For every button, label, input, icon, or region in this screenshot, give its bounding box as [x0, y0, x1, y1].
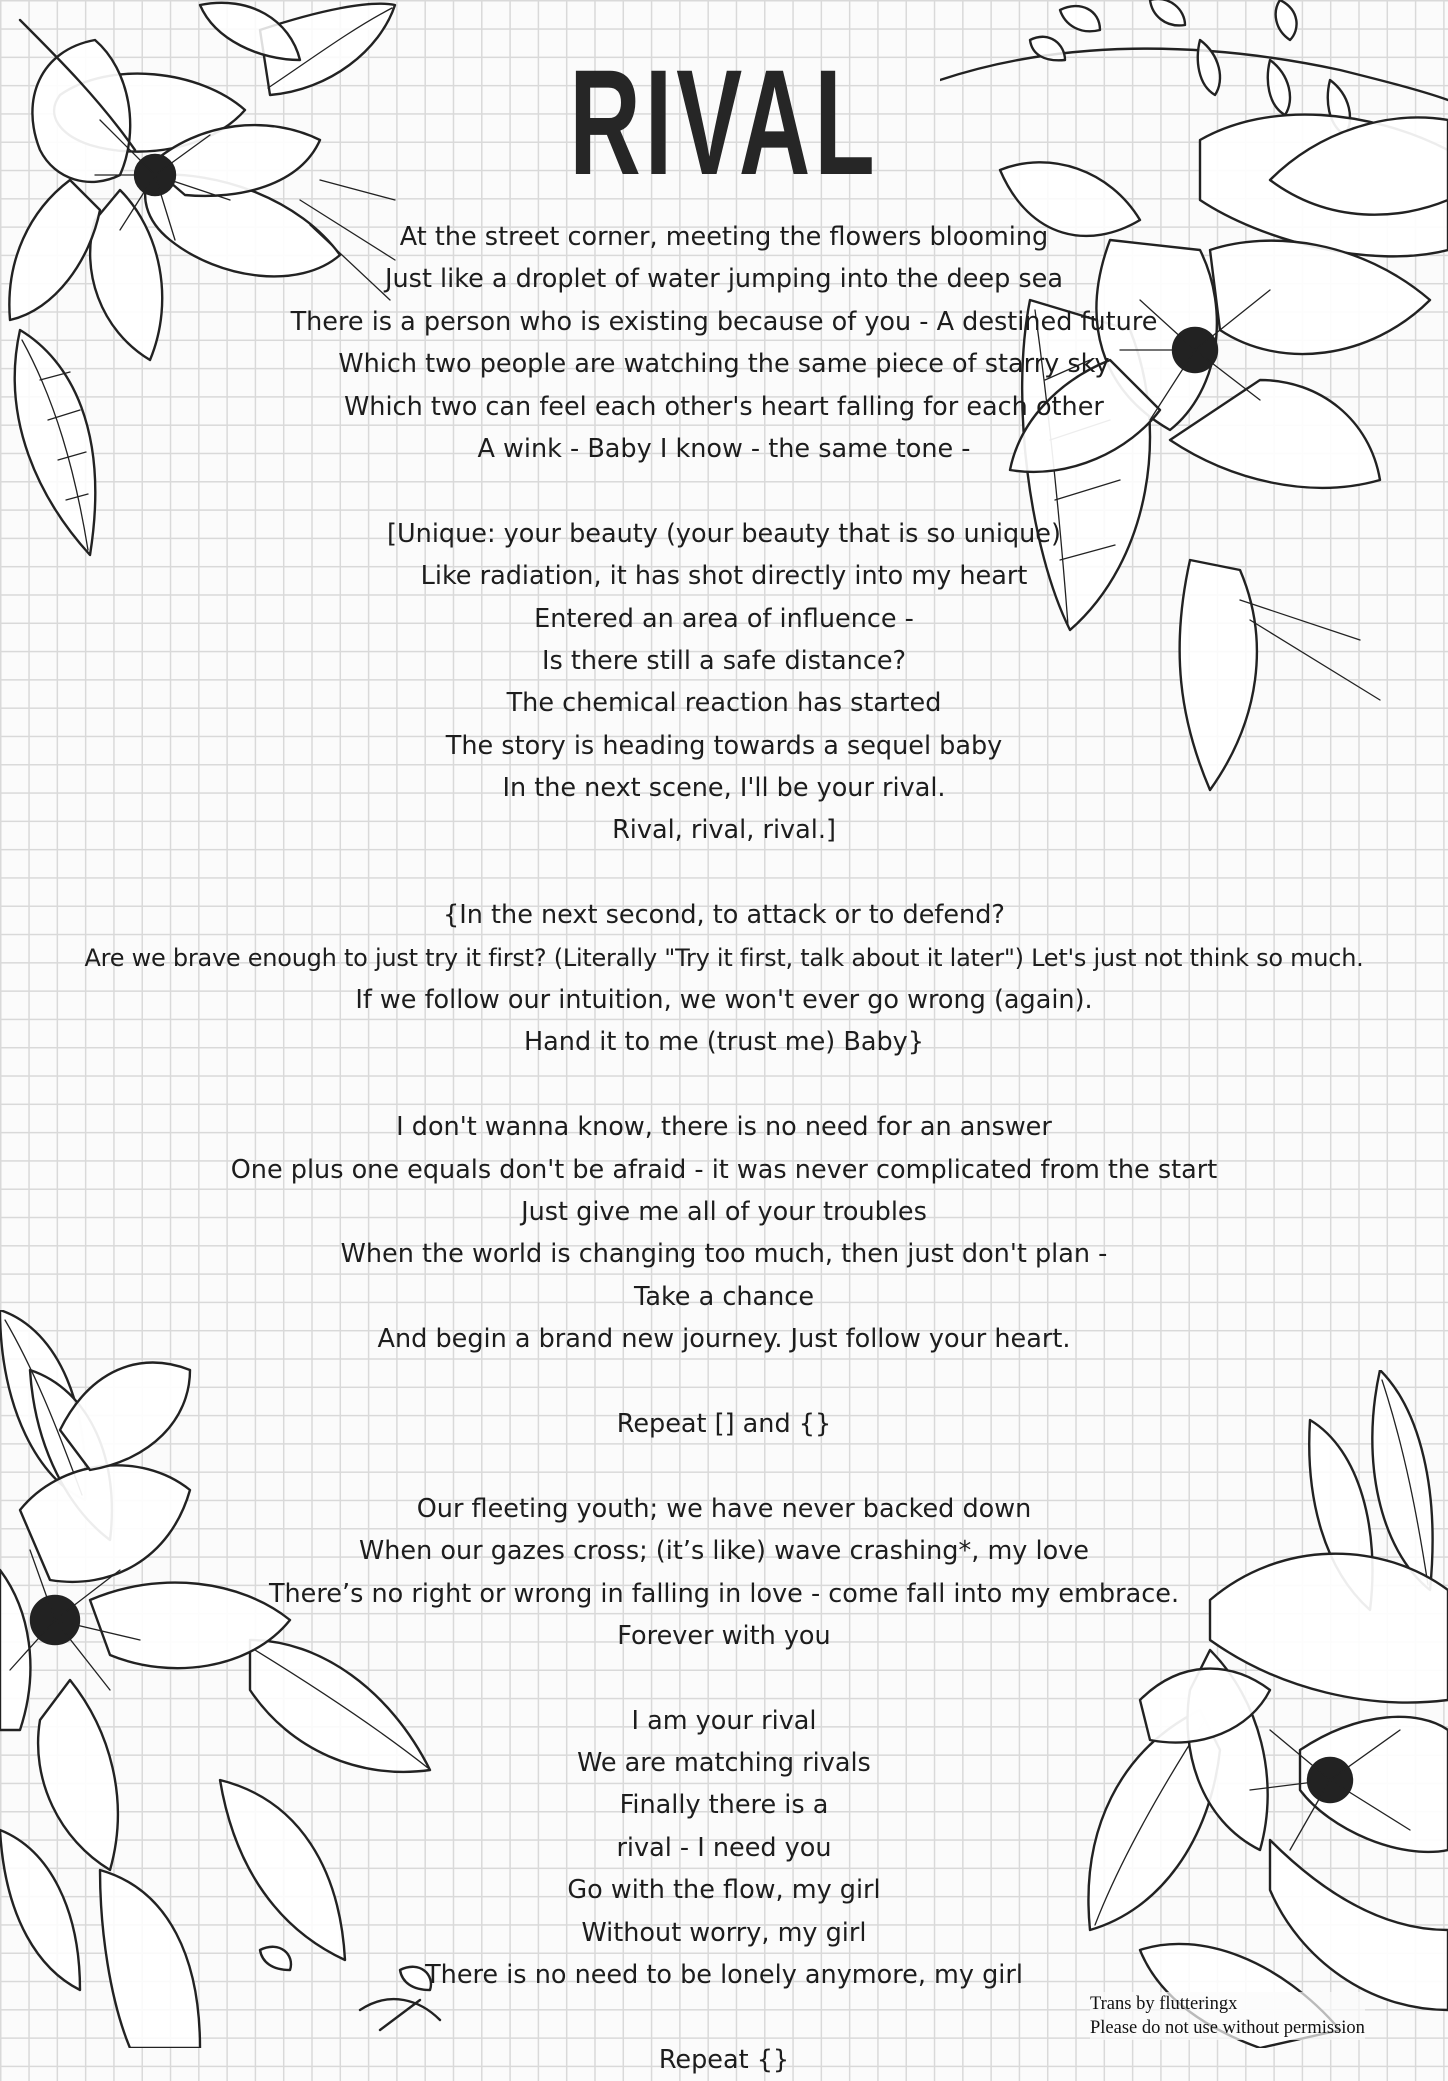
- lyric-blank-line: [0, 1657, 1448, 1699]
- lyric-line: When our gazes cross; (it’s like) wave crashing*, my love: [359, 1536, 1089, 1567]
- lyric-line: [Unique: your beauty (your beauty that is so unique): [387, 518, 1061, 549]
- lyric-line: Rival, rival, rival.]: [612, 815, 836, 846]
- lyric-line: Like radiation, it has shot directly into my heart: [420, 561, 1028, 592]
- lyric-line: Without worry, my girl: [581, 1917, 867, 1948]
- lyric-line: And begin a brand new journey. Just follow your heart.: [377, 1324, 1071, 1355]
- lyric-line: Forever with you: [617, 1620, 831, 1651]
- lyric-line: Is there still a safe distance?: [541, 645, 907, 676]
- lyric-line: Hand it to me (trust me) Baby}: [524, 1027, 924, 1058]
- lyric-line: Which two can feel each other's heart falling for each other: [344, 391, 1104, 422]
- lyric-line: Take a chance: [633, 1281, 815, 1312]
- lyric-line: There is no need to be lonely anymore, my girl: [425, 1960, 1023, 1991]
- lyric-line: We are matching rivals: [577, 1748, 871, 1779]
- lyric-line: Our fleeting youth; we have never backed down: [416, 1493, 1032, 1524]
- lyric-line: If we follow our intuition, we won't ever go wrong (again).: [355, 985, 1093, 1016]
- lyric-line: A wink - Baby I know - the same tone -: [477, 433, 971, 464]
- lyrics-body: [0, 216, 1448, 2081]
- lyric-line: There is a person who is existing because of you - A destined future: [290, 306, 1158, 337]
- lyric-line: When the world is changing too much, then just don't plan -: [340, 1239, 1108, 1270]
- lyric-line: The story is heading towards a sequel baby: [445, 730, 1003, 761]
- lyric-blank-line: [0, 1064, 1448, 1106]
- translation-credit: [1090, 1992, 1365, 2040]
- credit-permission-note: Please do not use without permission: [1090, 2018, 1365, 2038]
- page-title: RIVAL: [569, 38, 879, 206]
- lyric-line: At the street corner, meeting the flowers blooming: [399, 222, 1049, 252]
- lyric-blank-line: [0, 852, 1448, 894]
- lyric-line: Entered an area of influence -: [534, 603, 914, 634]
- credit-translator: Trans by flutteringx: [1090, 1994, 1238, 2014]
- lyric-line: Repeat {}: [658, 2044, 790, 2075]
- lyric-line: rival - I need you: [616, 1832, 832, 1863]
- lyric-line: There’s no right or wrong in falling in love - come fall into my embrace.: [268, 1578, 1180, 1609]
- lyric-line: Just give me all of your troubles: [521, 1196, 927, 1227]
- lyric-line: The chemical reaction has started: [506, 688, 942, 719]
- lyric-line: Repeat [] and {}: [616, 1408, 832, 1439]
- lyric-line: In the next scene, I'll be your rival.: [502, 773, 946, 804]
- lyric-line: Which two people are watching the same piece of starry sky: [338, 349, 1110, 380]
- lyric-line: Just like a droplet of water jumping into the deep sea: [384, 264, 1064, 295]
- lyric-blank-line: [0, 1445, 1448, 1487]
- lyric-line: Finally there is a: [619, 1790, 829, 1821]
- lyric-line: One plus one equals don't be afraid - it was never complicated from the start: [230, 1154, 1218, 1185]
- lyric-line: Go with the flow, my girl: [567, 1875, 881, 1906]
- lyric-line: I am your rival: [631, 1705, 817, 1736]
- lyric-blank-line: [0, 1361, 1448, 1403]
- lyric-line: I don't wanna know, there is no need for an answer: [396, 1112, 1052, 1143]
- lyric-blank-line: [0, 470, 1448, 512]
- lyric-line: Are we brave enough to just try it first? (Literally "Try it first, talk about it later") Let's just not think so much.: [84, 943, 1364, 972]
- lyric-line: {In the next second, to attack or to defend?: [443, 900, 1005, 931]
